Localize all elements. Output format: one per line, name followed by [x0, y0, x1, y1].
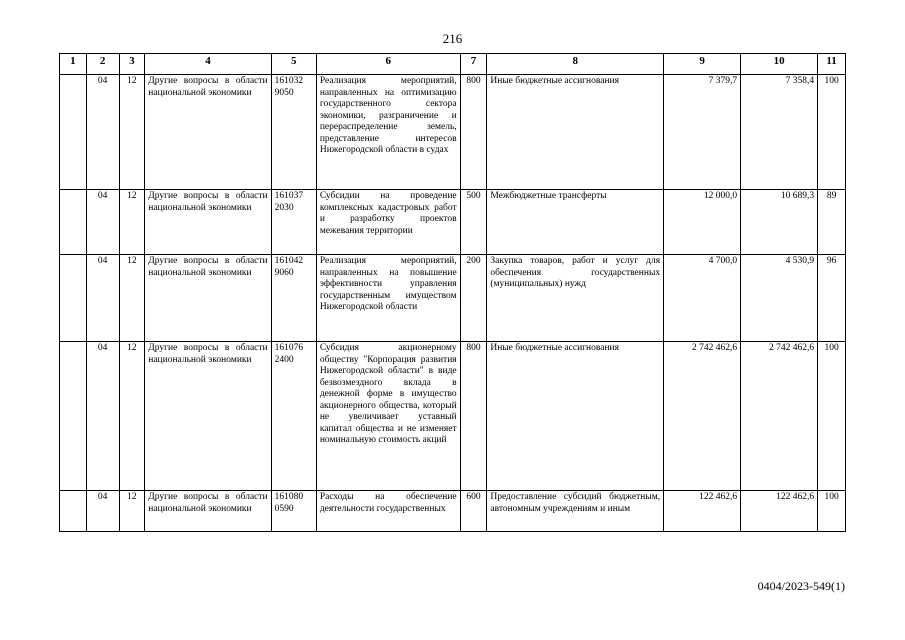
budget-table	[59, 53, 846, 532]
cell-section-name: Другие вопросы в области национальной экономики	[145, 342, 271, 491]
column-header: 7	[460, 54, 487, 75]
table-row	[60, 255, 846, 342]
cell-section-name: Другие вопросы в области национальной экономики	[145, 255, 271, 342]
cell-subsection: 12	[119, 255, 145, 342]
cell-percent: 100	[818, 342, 846, 491]
cell-planned: 2 742 462,6	[664, 342, 741, 491]
cell-expense-type: Иные бюджетные ассигнования	[487, 75, 664, 190]
cell-index	[60, 342, 87, 491]
cell-section-name: Другие вопросы в области национальной экономики	[145, 75, 271, 190]
cell-section: 04	[86, 75, 119, 190]
cell-target-code: 161080 0590	[271, 491, 316, 532]
cell-expense-code: 800	[460, 75, 487, 190]
column-header: 3	[119, 54, 145, 75]
cell-target-code: 161037 2030	[271, 190, 316, 255]
column-header: 11	[818, 54, 846, 75]
cell-description: Расходы на обеспечение деятельности государственных	[316, 491, 460, 532]
cell-section: 04	[86, 342, 119, 491]
cell-executed: 122 462,6	[741, 491, 818, 532]
cell-subsection: 12	[119, 491, 145, 532]
column-header: 10	[741, 54, 818, 75]
cell-section: 04	[86, 190, 119, 255]
cell-executed: 2 742 462,6	[741, 342, 818, 491]
cell-percent: 100	[818, 75, 846, 190]
cell-index	[60, 255, 87, 342]
column-header: 9	[664, 54, 741, 75]
cell-subsection: 12	[119, 342, 145, 491]
column-header: 2	[86, 54, 119, 75]
cell-planned: 7 379,7	[664, 75, 741, 190]
column-header: 8	[487, 54, 664, 75]
cell-expense-type: Иные бюджетные ассигнования	[487, 342, 664, 491]
column-header: 6	[316, 54, 460, 75]
cell-description: Реализация мероприятий, направленных на повышение эффективности управления государственным имуществом Нижегородской области	[316, 255, 460, 342]
cell-description: Субсидия акционерному обществу "Корпорация развития Нижегородской области" в виде безвозмездного вклада в денежной форме в имущество акционерного общества, который не увеличивает уставный капитал общества и не изменяет номинальную стоимость акций	[316, 342, 460, 491]
document-code: 0404/2023-549(1)	[757, 579, 845, 593]
cell-target-code: 161042 9060	[271, 255, 316, 342]
cell-description: Реализация мероприятий, направленных на оптимизацию государственного сектора экономики, разграничение и перераспределение земель, представление интересов Нижегородской области в судах	[316, 75, 460, 190]
cell-expense-type: Межбюджетные трансферты	[487, 190, 664, 255]
table-row	[60, 491, 846, 532]
cell-expense-type: Закупка товаров, работ и услуг для обеспечения государственных (муниципальных) нужд	[487, 255, 664, 342]
cell-index	[60, 75, 87, 190]
cell-target-code: 161032 9050	[271, 75, 316, 190]
cell-target-code: 161076 2400	[271, 342, 316, 491]
cell-executed: 4 530,9	[741, 255, 818, 342]
page-number: 216	[442, 31, 463, 46]
cell-percent: 100	[818, 491, 846, 532]
cell-section: 04	[86, 491, 119, 532]
cell-planned: 12 000,0	[664, 190, 741, 255]
cell-planned: 4 700,0	[664, 255, 741, 342]
column-header: 5	[271, 54, 316, 75]
cell-section-name: Другие вопросы в области национальной экономики	[145, 491, 271, 532]
cell-expense-code: 500	[460, 190, 487, 255]
cell-index	[60, 491, 87, 532]
table-header-row	[60, 54, 846, 75]
cell-subsection: 12	[119, 190, 145, 255]
cell-description: Субсидии на проведение комплексных кадастровых работ и разработку проектов межевания территории	[316, 190, 460, 255]
cell-section-name: Другие вопросы в области национальной экономики	[145, 190, 271, 255]
column-header: 4	[145, 54, 271, 75]
cell-subsection: 12	[119, 75, 145, 190]
column-header: 1	[60, 54, 87, 75]
cell-expense-code: 200	[460, 255, 487, 342]
cell-percent: 96	[818, 255, 846, 342]
cell-index	[60, 190, 87, 255]
cell-section: 04	[86, 255, 119, 342]
table-row	[60, 342, 846, 491]
cell-expense-code: 600	[460, 491, 487, 532]
cell-executed: 10 689,3	[741, 190, 818, 255]
table-row	[60, 75, 846, 190]
table-row	[60, 190, 846, 255]
cell-expense-code: 800	[460, 342, 487, 491]
cell-percent: 89	[818, 190, 846, 255]
cell-executed: 7 358,4	[741, 75, 818, 190]
cell-expense-type: Предоставление субсидий бюджетным, автономным учреждениям и иным	[487, 491, 664, 532]
cell-planned: 122 462,6	[664, 491, 741, 532]
